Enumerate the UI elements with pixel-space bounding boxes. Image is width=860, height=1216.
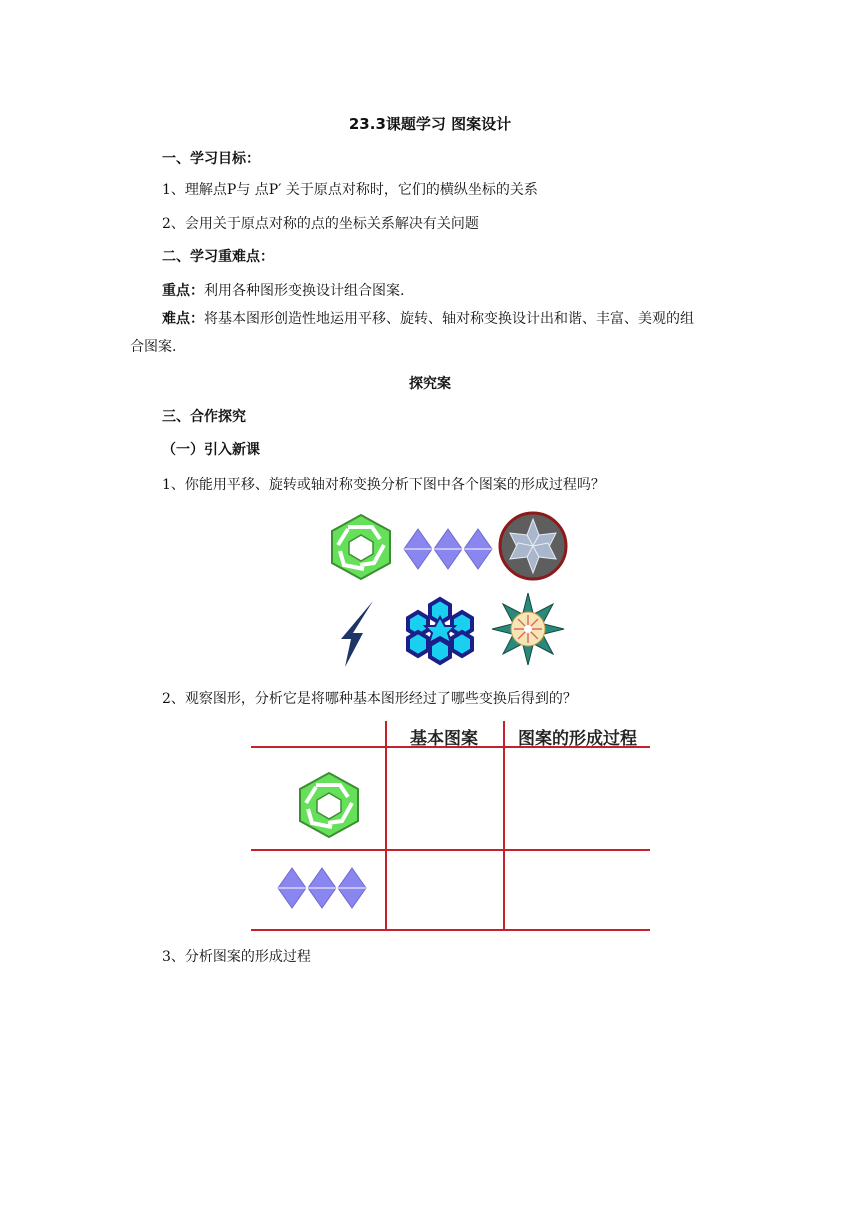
- purple-diamonds-icon: [276, 866, 368, 910]
- table-line-middle: [251, 849, 650, 851]
- flower-icon: [490, 591, 566, 667]
- key-point: [162, 282, 404, 300]
- table-header-process: 图案的形成过程: [518, 729, 637, 749]
- section2-heading: 二、学习重难点：: [162, 249, 274, 265]
- table-divider-1: [385, 721, 387, 931]
- purple-diamonds-icon: [402, 527, 494, 571]
- key-text: 利用各种图形变换设计组合图案.: [204, 283, 405, 299]
- page-title: 23.3课题学习 图案设计: [348, 115, 512, 133]
- lightning-icon: [339, 599, 375, 669]
- question-3: 3、分析图案的形成过程: [162, 949, 311, 965]
- green-hexagon-icon: [326, 513, 396, 581]
- difficult-point: [162, 310, 694, 328]
- star-disc-icon: [498, 511, 568, 581]
- question-2: 2、观察图形，分析它是将哪种基本图形经过了哪些变换后得到的？: [162, 691, 577, 707]
- question-1: 1、你能用平移、旋转或轴对称变换分析下图中各个图案的形成过程吗？: [162, 477, 605, 493]
- table-divider-2: [503, 721, 505, 931]
- objective-1: 1、理解点P与 点P′ 关于原点对称时，它们的横纵坐标的关系: [162, 182, 538, 198]
- difficult-text: 将基本图形创造性地运用平移、旋转、轴对称变换设计出和谐、丰富、美观的组: [204, 311, 694, 327]
- table-header-basic: 基本图案: [410, 729, 478, 749]
- objective-2: 2、会用关于原点对称的点的坐标关系解决有关问题: [162, 216, 479, 232]
- green-hexagon-icon: [294, 771, 364, 839]
- section3-heading: 三、合作探究: [162, 409, 246, 425]
- table-line-bottom: [251, 929, 650, 931]
- key-label: 重点：: [162, 283, 204, 299]
- hexagon-cluster-icon: [400, 595, 480, 667]
- explore-title: 探究案: [409, 376, 451, 392]
- section3-subheading: （一）引入新课: [162, 442, 260, 458]
- section1-heading: 一、学习目标：: [162, 151, 260, 167]
- difficult-text-cont: 合图案.: [130, 339, 177, 355]
- difficult-label: 难点：: [162, 311, 204, 327]
